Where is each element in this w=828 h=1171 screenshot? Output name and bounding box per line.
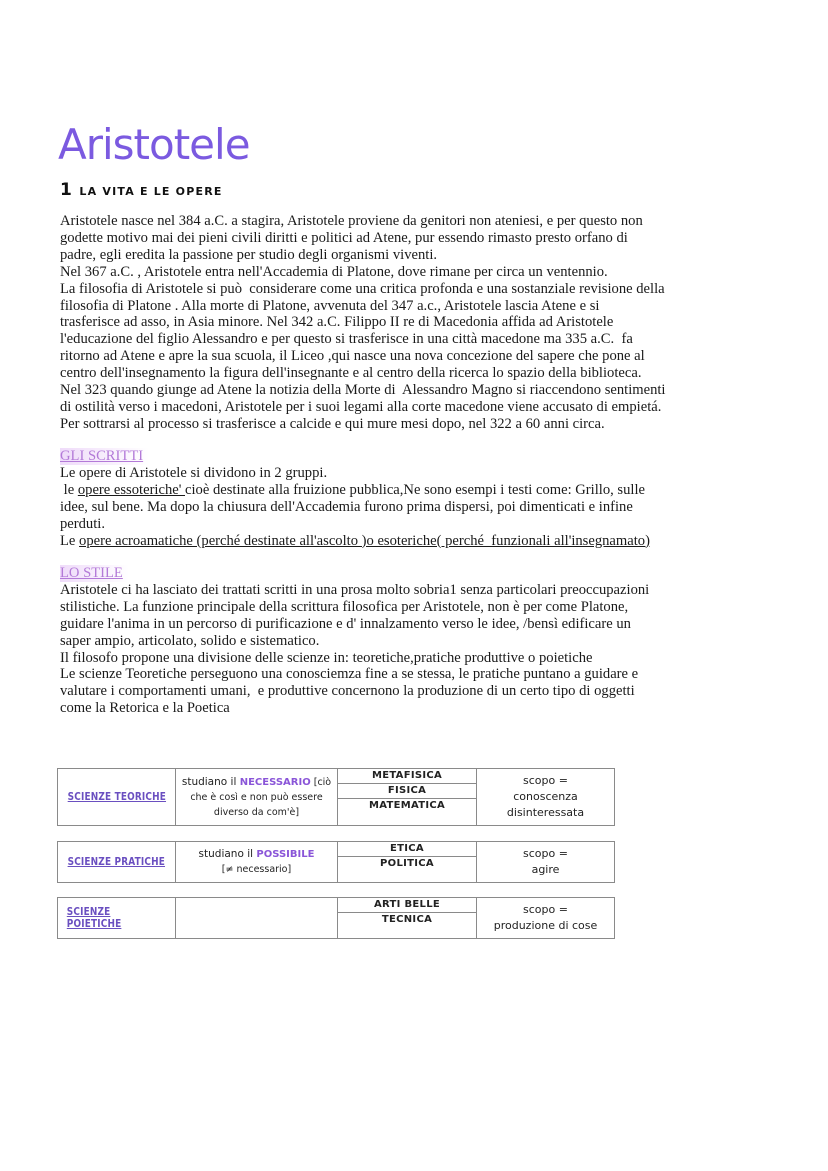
exoteric-works-term: opere essoteriche' [77,481,186,498]
text-line: trasferisce ad asso, in Asia minore. Nel 342 a.C. Filippo II re di Macedonia affida ad Aristotele [60,314,614,331]
category-cell [58,898,176,938]
acroamatic-works-term: opere acroamatiche (perché destinate all'ascolto )o esoteriche( perché funzionali all'insegnamato) [79,532,650,549]
discipline: POLITICA [380,858,434,869]
text-line: godette motivo mai dei pieni civili diritti e politici ad Atene, pur essendo rimasto presto orfano di [60,229,628,246]
text-fragment: [ciò che è così e non può essere diverso da com'è] [190,776,332,818]
text-line: saper ampio, articolato, solido e sistematico. [60,632,320,649]
text-fragment: studiano il [198,848,257,860]
text-line: Per sottrarsi al processo si trasferisce a calcide e qui mure mesi dopo, nel 322 a 60 anni circa. [60,415,605,432]
studies-cell [176,769,338,825]
text-line: ritorno ad Atene e apre la sua scuola, il Liceo ,qui nasce una nova concezione del sapere che pone al [60,348,645,365]
text-line: Nel 323 quando giunge ad Atene la notizia della Morte di Alessandro Magno si riaccendono sentimenti [60,382,666,399]
style-section [60,565,780,717]
scheme-row-poietic [57,897,615,939]
discipline: FISICA [338,784,476,799]
text-line: perduti. [60,515,105,532]
text-line: guidare l'anima in un percorso di purificazione e d' innalzamento verso le idee, /bensì edificare un [60,615,631,632]
text-line: centro dell'insegnamento la figura dell'insegnante e al centro della ricerca lo spazio della biblioteca. [60,365,642,382]
text-line: Nel 367 a.C. , Aristotele entra nell'Accademia di Platone, dove rimane per circa un ventennio. [60,263,608,280]
writings-section [60,448,780,549]
category-cell [58,842,176,882]
text-line: Aristotele ci ha lasciato dei trattati scritti in una prosa molto sobria1 senza particolari preoccupazioni [60,581,650,598]
writings-heading: GLI SCRITTI [60,448,149,465]
discipline: MATEMATICA [368,800,446,811]
text-line: Le scienze Teoretiche perseguono una conosciemza fine a se stessa, le pratiche puntano a guidare e [60,666,639,683]
goal-cell [477,769,614,825]
discipline: TECNICA [381,914,433,925]
discipline: ARTI BELLE [338,898,476,913]
disciplines-cell [338,898,477,938]
section-number: 1 [60,180,72,200]
studies-text [179,775,334,820]
studies-note: [≠ necessario] [221,864,292,875]
text-line: stilistiche. La funzione principale della scrittura filosofica per Aristotele, non è per come Platone, [60,598,629,615]
category-label: SCIENZE POIETICHE [66,906,122,930]
text-fragment: cioè destinate alla fruizione pubblica,Ne sono esempi i testi come: Grillo, sulle [185,481,645,498]
text-line: di ostilità verso i macedoni, Aristotele per i suoi legami alla corte macedone viene accusato di empietá. [60,398,662,415]
style-heading: LO STILE [60,565,129,582]
life-paragraph [60,213,780,433]
studies-text [179,847,334,862]
scheme-row-theoretical [57,768,615,826]
section-label: LA VITA E LE OPERE [79,185,223,198]
goal-cell [477,842,614,882]
category-cell [58,769,176,825]
goal-label: scopo = [523,774,568,787]
text-line: come la Retorica e la Poetica [60,700,230,717]
text-line [60,533,780,550]
studies-cell [176,898,338,938]
text-fragment: Le [60,532,80,549]
scheme-row-practical [57,841,615,883]
goal-label: scopo = [523,903,568,916]
text-line: l'educazione del figlio Alessandro e per questo si trasferisce in una città macedone ma 335 a.C. fa [60,331,633,348]
section-heading [60,180,223,200]
goal-text: conoscenza disinteressata [506,790,585,819]
text-line: Le opere di Aristotele si dividono in 2 gruppi. [60,464,328,481]
text-line: valutare i comportamenti umani, e produttive concernono la produzione di un certo tipo di oggetti [60,683,635,700]
disciplines-cell [338,769,477,825]
discipline: ETICA [338,842,476,857]
text-line: filosofia di Platone . Alla morte di Platone, avvenuta del 347 a.c., Aristotele lascia Atene e si [60,297,600,314]
category-label: SCIENZE PRATICHE [67,856,166,868]
discipline: METAFISICA [338,769,476,784]
goal-text: agire [531,863,560,876]
studies-cell [176,842,338,882]
goal-cell [477,898,614,938]
text-fragment: studiano il [181,775,240,788]
text-line: idee, sul bene. Ma dopo la chiusura dell'Accademia furono prima dispersi, poi dimenticati e infine [60,498,633,515]
text-line: padre, egli eredita la passione per studio degli organismi viventi. [60,246,438,263]
category-label: SCIENZE TEORICHE [67,791,166,803]
disciplines-cell [338,842,477,882]
text-line: La filosofia di Aristotele si può considerare come una critica profonda e una sostanziale revisione della [60,280,665,297]
page-title: Aristotele [58,120,250,170]
text-line: Il filosofo propone una divisione delle scienze in: teoretiche,pratiche produttive o poietiche [60,649,593,666]
goal-text: produzione di cose [493,919,598,932]
text-line: Aristotele nasce nel 384 a.C. a stagira, Aristotele proviene da genitori non ateniesi, e per questo non [60,213,643,229]
text-fragment: le [60,481,78,498]
keyword: POSSIBILE [256,849,315,860]
text-line [60,482,780,499]
keyword: NECESSARIO [239,776,311,788]
goal-label: scopo = [523,847,568,860]
